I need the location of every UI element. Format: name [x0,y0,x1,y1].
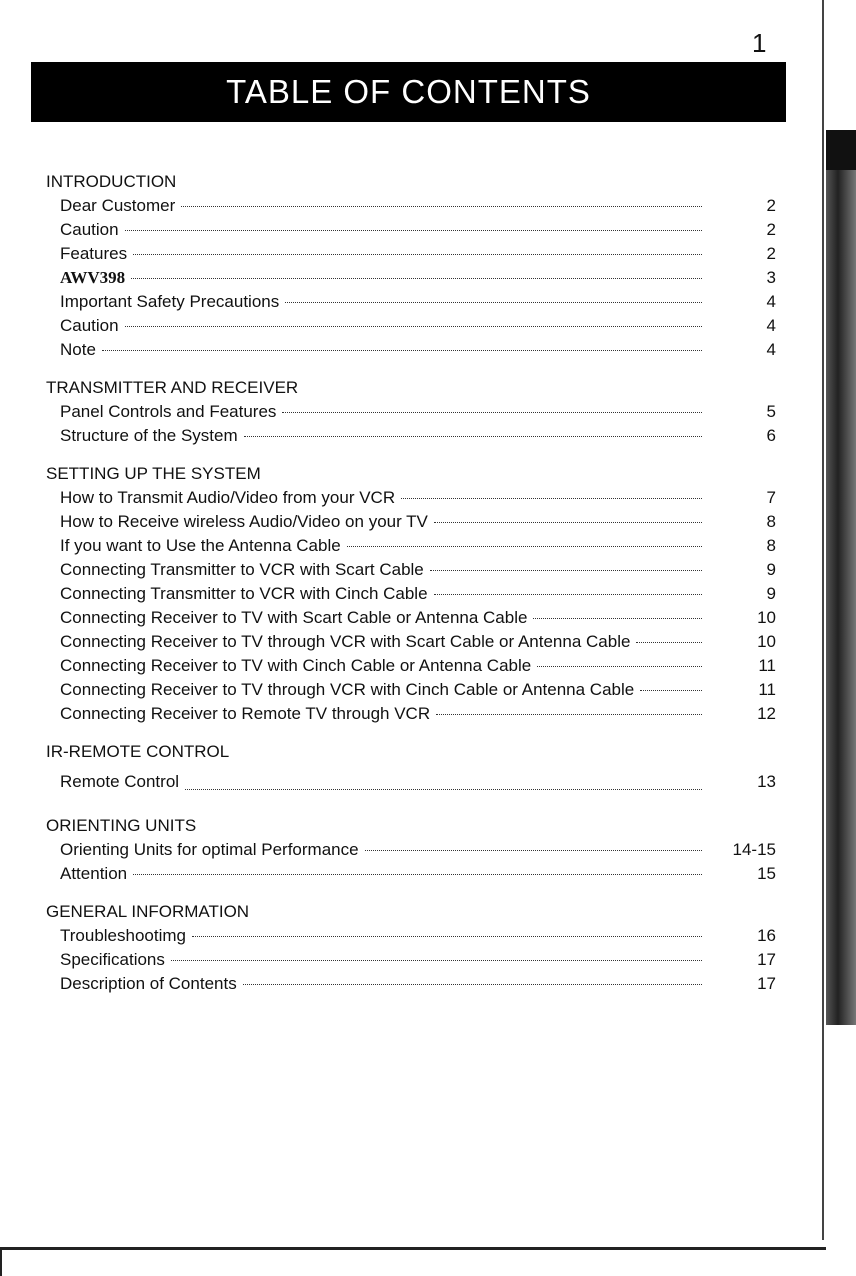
page-bottom-edge [0,1247,826,1250]
section-spacer [46,886,776,900]
toc-entry[interactable] [46,972,776,996]
toc-section-introduction [46,170,776,362]
entry-page: 13 [757,772,776,791]
dot-leader [131,278,702,279]
entry-page: 4 [766,340,776,359]
toc-entry[interactable] [46,630,776,654]
toc-entry[interactable] [46,194,776,218]
section-spacer [46,800,776,814]
dot-leader [244,436,702,437]
toc-entry[interactable] [46,862,776,886]
entry-label: Dear Customer [60,196,176,215]
entry-page: 15 [757,864,776,883]
dot-leader [434,594,702,595]
page-number: 1 [752,28,767,58]
section-heading: TRANSMITTER AND RECEIVER [46,378,299,397]
toc-entry[interactable] [46,266,776,290]
entry-label: Connecting Receiver to TV through VCR with Scart Cable or Antenna Cable [60,632,631,651]
entry-label: How to Receive wireless Audio/Video on your TV [60,512,428,531]
dot-leader [125,326,702,327]
toc-entry[interactable] [46,534,776,558]
dot-leader [365,850,702,851]
section-heading: INTRODUCTION [46,172,177,191]
entry-page: 12 [757,704,776,723]
section-spacer [46,726,776,740]
entry-page: 8 [766,512,776,531]
entry-label: Description of Contents [60,974,237,993]
entry-label: Troubleshootimg [60,926,186,945]
toc-section-transmitter-receiver [46,376,776,448]
dot-leader [243,984,702,985]
dot-leader [282,412,702,413]
dot-leader [125,230,702,231]
entry-page: 9 [766,560,776,579]
toc-entry[interactable] [46,924,776,948]
section-heading: IR-REMOTE CONTROL [46,742,230,761]
toc-entry[interactable] [46,400,776,424]
entry-page: 11 [758,680,776,699]
entry-label: Connecting Receiver to TV with Cinch Cable or Antenna Cable [60,656,532,675]
page-corner-mark [0,1250,2,1276]
dot-leader [171,960,702,961]
entry-label: Connecting Receiver to Remote TV through VCR [60,704,431,723]
entry-label: Note [60,340,96,359]
entry-page: 14-15 [732,840,776,859]
entry-label: How to Transmit Audio/Video from your VCR [60,488,396,507]
section-spacer [46,362,776,376]
entry-label: Structure of the System [60,426,238,445]
entry-page: 2 [766,244,776,263]
entry-page: 2 [766,220,776,239]
toc-entry[interactable] [46,678,776,702]
dot-leader [285,302,702,303]
entry-label: Caution [60,220,119,239]
dot-leader [133,874,702,875]
entry-label: Connecting Receiver to TV with Scart Cable or Antenna Cable [60,608,528,627]
entry-label: Panel Controls and Features [60,402,277,421]
entry-page: 10 [757,608,776,627]
dot-leader [181,206,702,207]
toc-entry[interactable] [46,582,776,606]
entry-page: 4 [766,316,776,335]
toc-entry[interactable] [46,558,776,582]
entry-label: Connecting Transmitter to VCR with Scart Cable [60,560,424,579]
toc-entry[interactable] [46,510,776,534]
toc-entry[interactable] [46,290,776,314]
entry-label: Connecting Receiver to TV through VCR with Cinch Cable or Antenna Cable [60,680,635,699]
scan-edge-strip-top [826,130,856,170]
entry-page: 8 [766,536,776,555]
dot-leader [102,350,702,351]
dot-leader [436,714,702,715]
entry-page: 4 [766,292,776,311]
toc-entry[interactable] [46,702,776,726]
toc-entry[interactable] [46,838,776,862]
entry-label: Remote Control [60,772,180,791]
entry-page: 7 [766,488,776,507]
page-title: TABLE OF CONTENTS [226,73,591,110]
toc-entry[interactable] [46,338,776,362]
entry-label: AWV398 [60,268,126,287]
section-heading: GENERAL INFORMATION [46,902,250,921]
entry-page: 17 [757,974,776,993]
dot-leader [434,522,702,523]
toc-entry[interactable] [46,948,776,972]
entry-label: Caution [60,316,119,335]
toc-entry[interactable] [46,218,776,242]
section-spacer [46,448,776,462]
entry-page: 5 [766,402,776,421]
entry-label: If you want to Use the Antenna Cable [60,536,341,555]
dot-leader [192,936,702,937]
toc-entry[interactable] [46,424,776,448]
entry-page: 17 [757,950,776,969]
toc-entry[interactable] [46,242,776,266]
toc-section-orienting-units [46,814,776,886]
dot-leader [185,789,702,790]
entry-label: Features [60,244,128,263]
entry-label: Orienting Units for optimal Performance [60,840,359,859]
entry-label: Attention [60,864,128,883]
dot-leader [636,642,702,643]
dot-leader [133,254,702,255]
entry-label: Specifications [60,950,165,969]
toc-entry[interactable] [46,654,776,678]
toc-entry[interactable] [46,764,776,800]
table-of-contents [46,170,776,996]
dot-leader [640,690,702,691]
section-heading: ORIENTING UNITS [46,816,197,835]
entry-page: 9 [766,584,776,603]
section-heading: SETTING UP THE SYSTEM [46,464,261,483]
entry-page: 10 [757,632,776,651]
entry-label: Connecting Transmitter to VCR with Cinch Cable [60,584,428,603]
toc-section-general-information [46,900,776,996]
dot-leader [401,498,702,499]
dot-leader [537,666,702,667]
entry-page: 16 [757,926,776,945]
entry-page: 3 [766,268,776,287]
page-title-bar [31,62,786,122]
entry-label: Important Safety Precautions [60,292,280,311]
toc-entry[interactable] [46,314,776,338]
toc-entry[interactable] [46,606,776,630]
scan-edge-strip [826,130,856,1025]
entry-page: 2 [766,196,776,215]
toc-section-ir-remote [46,740,776,800]
dot-leader [430,570,702,571]
dot-leader [533,618,702,619]
entry-page: 6 [766,426,776,445]
toc-section-setting-up [46,462,776,726]
toc-entry[interactable] [46,486,776,510]
page-edge-line [822,0,824,1240]
entry-page: 11 [758,656,776,675]
dot-leader [347,546,702,547]
